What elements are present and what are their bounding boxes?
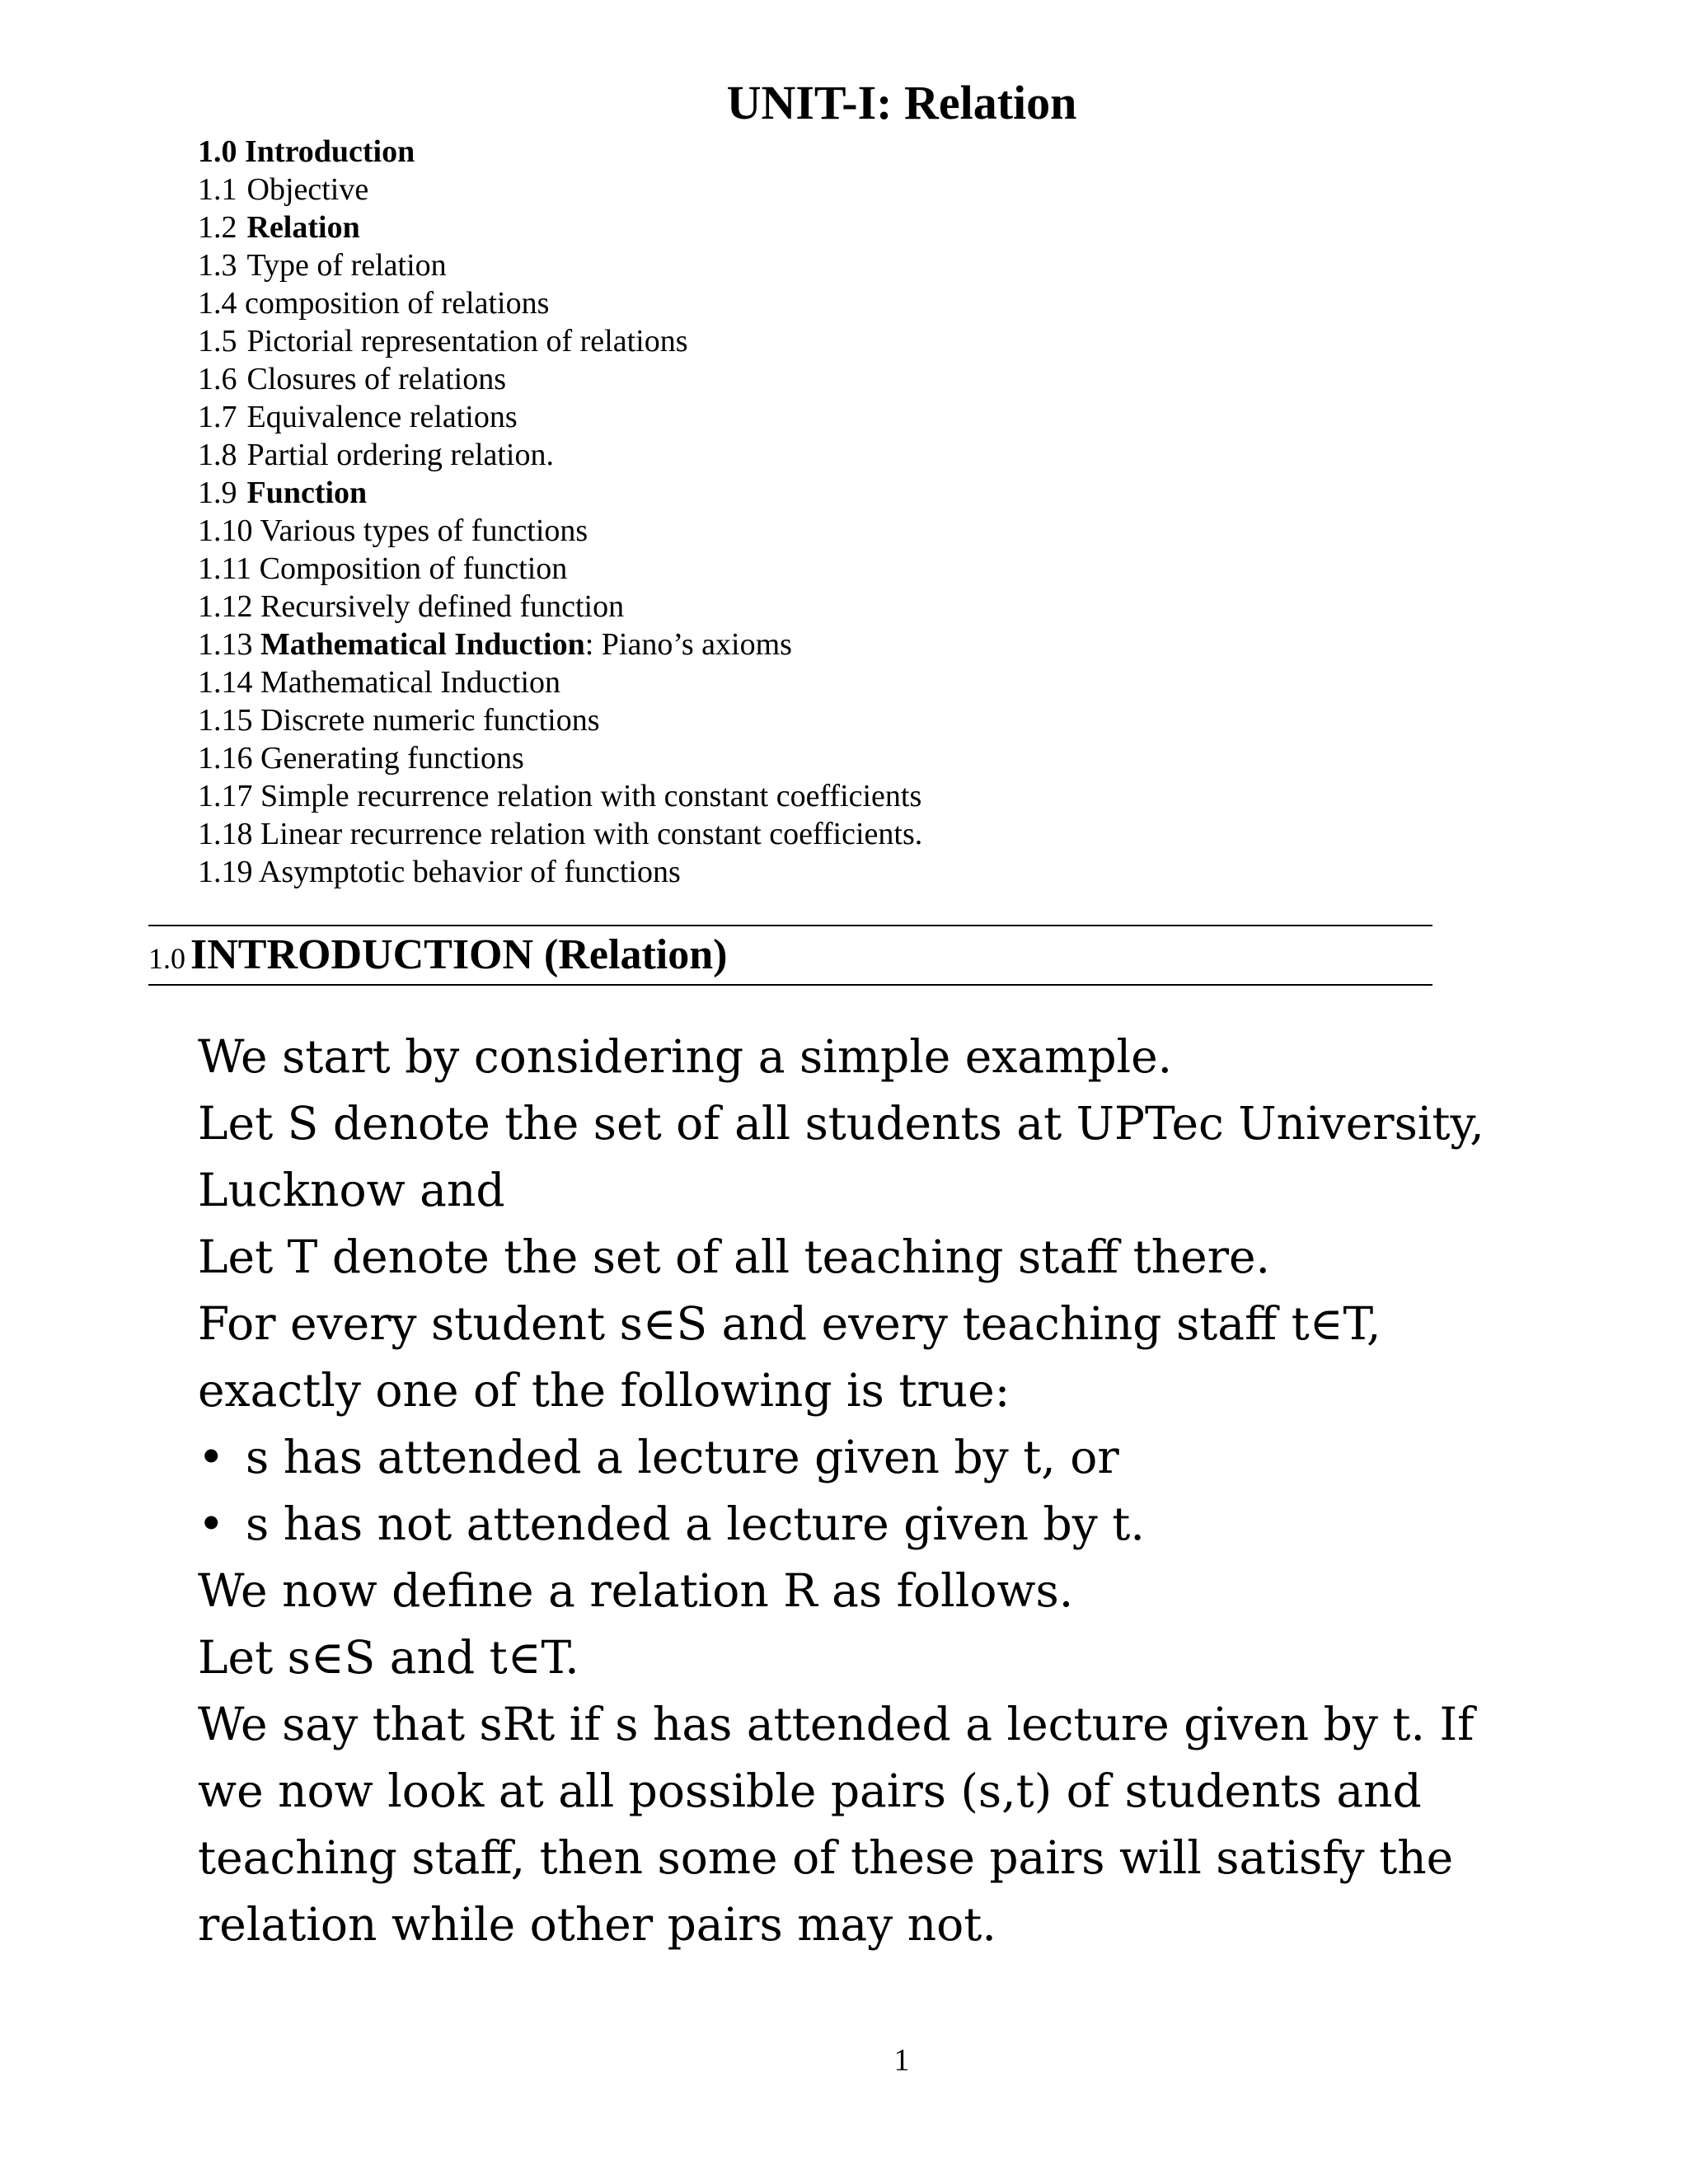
toc-item: 1.3 Type of relation	[198, 248, 447, 283]
bullet-icon: •	[198, 1431, 225, 1483]
toc-item: 1.9 Function	[198, 476, 368, 510]
bullet-item: • s has not attended a lecture given by t.	[198, 1491, 1434, 1558]
body-line: Lucknow and	[198, 1164, 505, 1216]
intro-body	[198, 1024, 1484, 1958]
body-line: we now look at all possible pairs (s,t) of students and	[198, 1765, 1422, 1817]
body-line: Let s∈S and t∈T.	[198, 1631, 579, 1684]
bullet-icon: •	[198, 1497, 225, 1550]
body-line: relation while other pairs may not.	[198, 1898, 996, 1951]
toc-item: 1.2 Relation	[198, 210, 360, 245]
toc-item: 1.0 Introduction	[198, 134, 415, 169]
toc-item: 1.7 Equivalence relations	[198, 400, 518, 434]
toc-item: 1.5 Pictorial representation of relations	[198, 324, 688, 359]
page-title: UNIT-I: Relation	[726, 76, 1077, 129]
toc-item: 1.19 Asymptotic behavior of functions	[198, 855, 681, 889]
body-line: We say that sRt if s has attended a lecture given by t. If	[198, 1698, 1475, 1750]
body-line: We now define a relation R as follows.	[198, 1564, 1074, 1617]
toc-item: 1.10 Various types of functions	[198, 513, 588, 548]
body-line: We start by considering a simple example.	[198, 1030, 1173, 1083]
section-heading	[148, 929, 727, 989]
toc-item: 1.15 Discrete numeric functions	[198, 703, 600, 738]
body-line: For every student s∈S and every teaching staff t∈T,	[198, 1297, 1381, 1350]
toc-item: 1.1 Objective	[198, 172, 369, 207]
body-line: Let T denote the set of all teaching staff there.	[198, 1230, 1271, 1283]
body-line: Let S denote the set of all students at UPTec University,	[198, 1097, 1484, 1150]
toc-item: 1.8 Partial ordering relation.	[198, 438, 554, 472]
section-divider-top	[148, 925, 1432, 926]
toc-item: 1.4 composition of relations	[198, 286, 550, 321]
table-of-contents	[198, 133, 922, 891]
body-line: teaching staff, then some of these pairs will satisfy the	[198, 1831, 1454, 1884]
toc-item: 1.16 Generating functions	[198, 741, 524, 776]
body-line: exactly one of the following is true:	[198, 1364, 1010, 1417]
toc-item: 1.11 Composition of function	[198, 551, 568, 586]
section-divider-bottom	[148, 984, 1432, 986]
toc-item: 1.12 Recursively defined function	[198, 589, 625, 624]
toc-item: 1.14 Mathematical Induction	[198, 665, 561, 700]
bullet-item: • s has attended a lecture given by t, or	[198, 1424, 1434, 1491]
toc-item: 1.18 Linear recurrence relation with constant coefficients.	[198, 817, 923, 851]
section-title: INTRODUCTION (Relation)	[190, 931, 728, 978]
toc-item: 1.17 Simple recurrence relation with constant coefficients	[198, 779, 922, 813]
page-number: 1	[893, 2043, 910, 2078]
toc-item: 1.6 Closures of relations	[198, 362, 507, 396]
toc-item: 1.13 Mathematical Induction: Piano’s axioms	[198, 627, 792, 662]
section-number: 1.0	[148, 942, 185, 975]
